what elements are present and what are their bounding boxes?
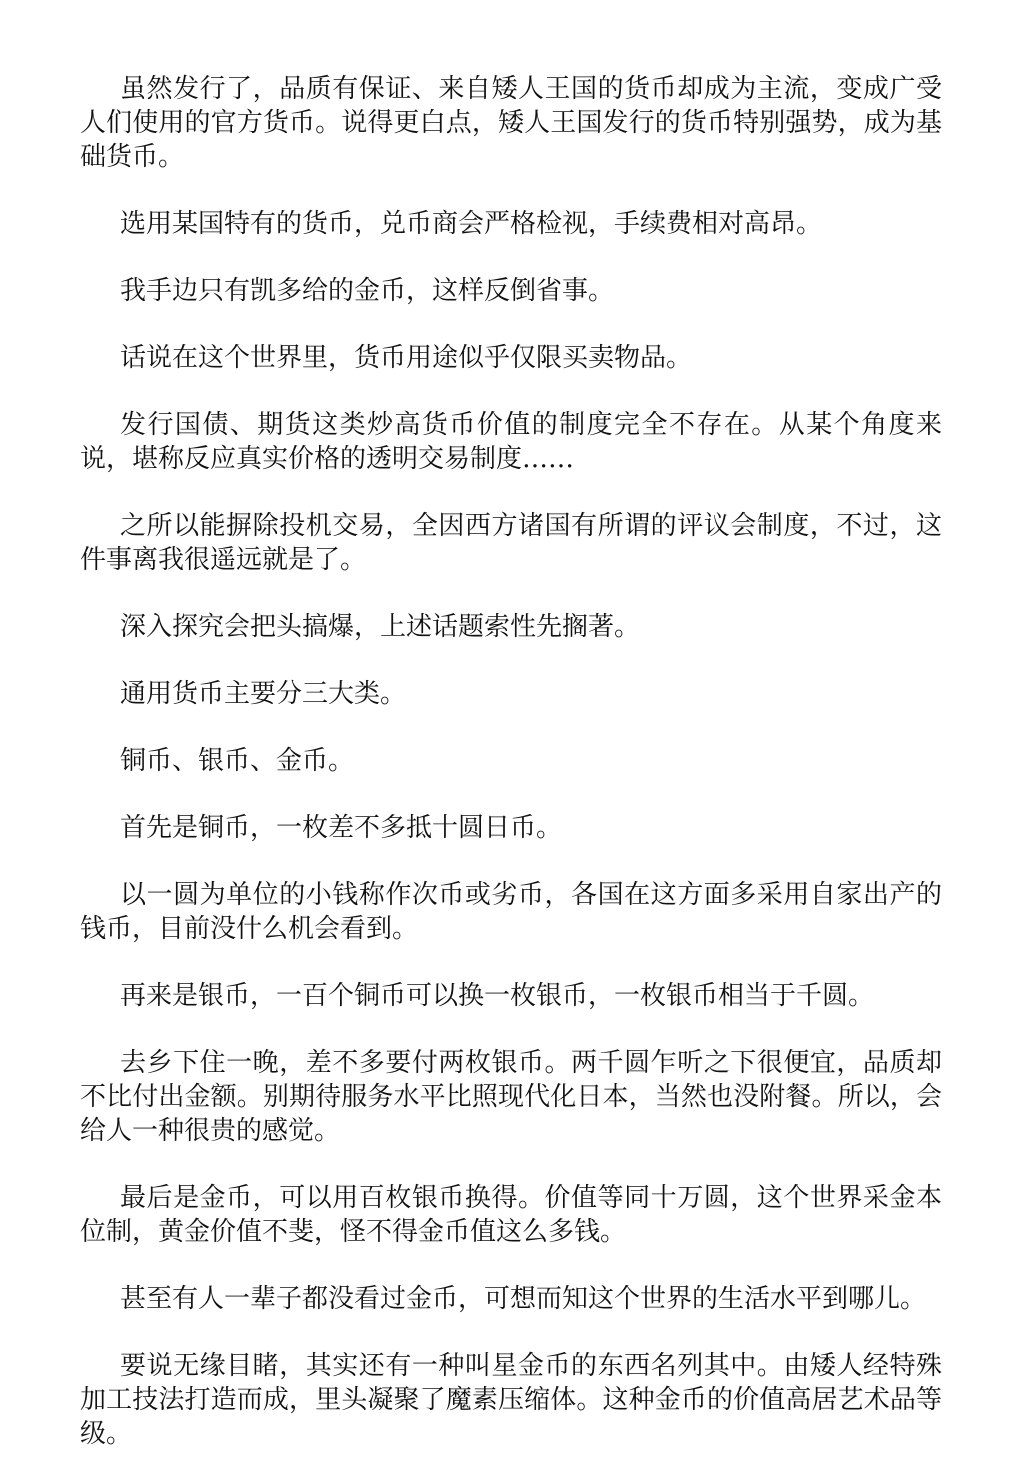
paragraph-3: 我手边只有凯多给的金币，这样反倒省事。	[120, 276, 615, 306]
paragraph-12: 再来是银币，一百个铜币可以换一枚银币，一枚银币相当于千圆。	[120, 981, 875, 1011]
paragraph-1: 虽然发行了，品质有保证、来自矮人王国的货币却成为主流，变成广受人们使用的官方货币。说得更白点，矮人王国发行的货币特别强势，成为基础货币。	[80, 74, 942, 172]
paragraph-15: 甚至有人一辈子都没看过金币，可想而知这个世界的生活水平到哪儿。	[120, 1284, 927, 1314]
paragraph-9: 铜币、银币、金币。	[120, 746, 355, 776]
paragraph-10: 首先是铜币，一枚差不多抵十圆日币。	[120, 813, 563, 843]
paragraph-7: 深入探究会把头搞爆，上述话题索性先搁著。	[120, 612, 641, 642]
paragraph-14: 最后是金币，可以用百枚银币换得。价值等同十万圆，这个世界采金本位制，黄金价值不斐，怪不得金币值这么多钱。	[80, 1183, 942, 1247]
paragraph-8: 通用货币主要分三大类。	[120, 679, 407, 709]
paragraph-2: 选用某国特有的货币，兑币商会严格检视，手续费相对高昂。	[120, 209, 823, 239]
paragraph-4: 话说在这个世界里，货币用途似乎仅限买卖物品。	[120, 343, 693, 373]
paragraph-6: 之所以能摒除投机交易，全因西方诸国有所谓的评议会制度，不过，这件事离我很遥远就是了。	[80, 511, 942, 575]
paragraph-16: 要说无缘目睹，其实还有一种叫星金币的东西名列其中。由矮人经特殊加工技法打造而成，里头凝聚了魔素压缩体。这种金币的价值高居艺术品等级。	[80, 1351, 942, 1449]
paragraph-5: 发行国债、期货这类炒高货币价值的制度完全不存在。从某个角度来说，堪称反应真实价格的透明交易制度……	[80, 410, 942, 474]
paragraph-11: 以一圆为单位的小钱称作次币或劣币，各国在这方面多采用自家出产的钱币，目前没什么机会看到。	[80, 880, 942, 944]
document-body	[80, 72, 942, 1484]
paragraph-13: 去乡下住一晚，差不多要付两枚银币。两千圆乍听之下很便宜，品质却不比付出金额。别期待服务水平比照现代化日本，当然也没附餐。所以，会给人一种很贵的感觉。	[80, 1048, 942, 1146]
